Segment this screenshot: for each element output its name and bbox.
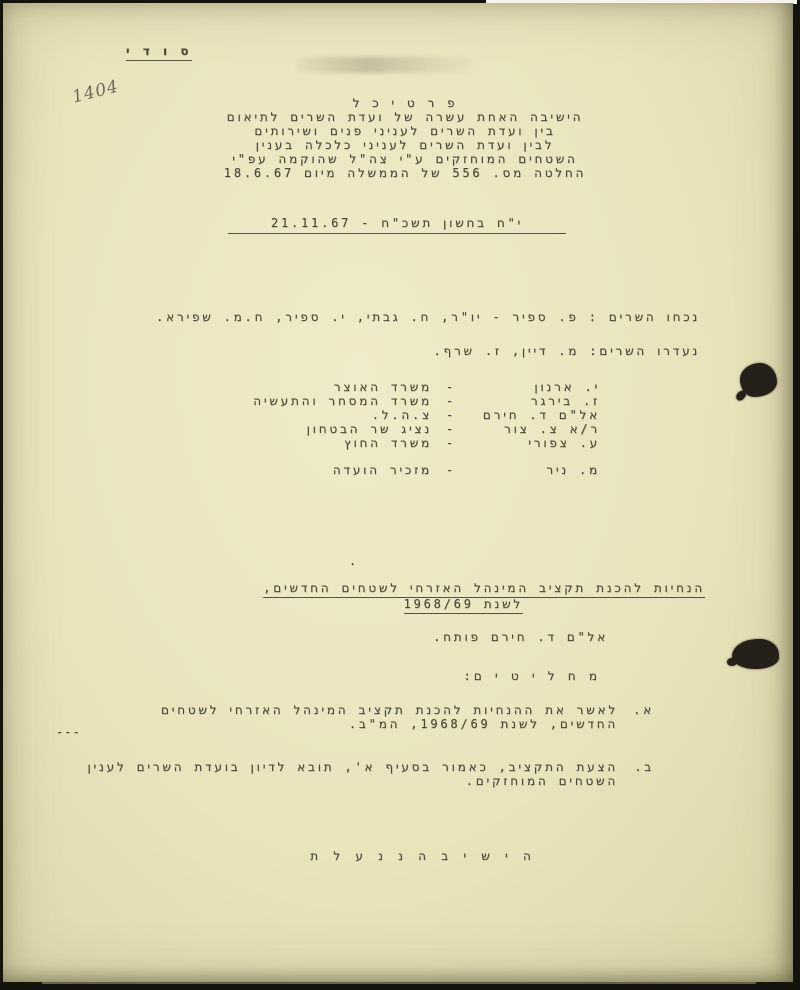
decision-item-b <box>79 760 654 788</box>
ink-smudge <box>296 57 474 73</box>
official-name: ז. בירגר <box>530 394 600 408</box>
official-row <box>185 394 600 408</box>
decisions-heading: מ ח ל י ט י ם: <box>463 669 600 683</box>
official-name: י. ארנון <box>534 380 600 394</box>
secretary-name: מ. ניר <box>546 463 600 477</box>
stray-typed-dot: . <box>349 554 360 568</box>
protocol-subtitle-line: השטחים המוחזקים ע"י צה"ל שהוקמה עפ"י <box>232 152 578 166</box>
closing-statement: ה י ש י ב ה נ נ ע ל ת <box>310 849 535 863</box>
ink-blot <box>732 639 779 669</box>
official-row <box>185 408 600 422</box>
official-name: אל"ם ד. חירם <box>482 408 600 422</box>
protocol-subtitle-line: בין ועדת השרים לעניני פנים ושירותים <box>254 124 556 138</box>
official-affiliation: צ.ה.ל. <box>371 408 432 422</box>
official-affiliation: נציג שר הבטחון <box>306 422 432 436</box>
subject-line-1: הנחיות להכנת תקציב המינהל האזרחי לשטחים החדשים, <box>263 580 705 596</box>
secretary-row <box>185 463 600 477</box>
margin-mark: --- <box>56 725 81 739</box>
subject-heading <box>263 580 705 612</box>
officials-list <box>185 380 600 477</box>
dash-separator: - <box>445 394 457 408</box>
secretary-role: מזכיר הועדה <box>332 463 432 477</box>
dash-separator: - <box>445 380 457 394</box>
official-row <box>185 380 600 394</box>
decision-text: הצעת התקציב, כאמור בסעיף א', תובא לדיון בועדת השרים לענין השטחים המוחזקים. <box>87 760 618 788</box>
official-affiliation: משרד החוץ <box>344 436 432 450</box>
official-row <box>185 436 600 450</box>
scan-edge-bottom <box>42 982 756 984</box>
ministers-absent-line: נעדרו השרים: מ. דיין, ז. שרף. <box>433 344 700 358</box>
dash-separator: - <box>445 463 457 477</box>
ministers-present-line: נכחו השרים : פ. ספיר - יו"ר, ח. גבתי, י. ספיר, ח.מ. שפירא. <box>156 310 700 324</box>
handwritten-note: 1404 <box>70 76 121 108</box>
decision-label: ב. <box>634 760 654 774</box>
official-affiliation: משרד המסחר והתעשיה <box>253 394 432 408</box>
decision-text: לאשר את ההנחיות להכנת תקציב המינהל האזרחי לשטחים החדשים, לשנת 1968/69, המ"ב. <box>160 703 618 731</box>
opening-statement: אל"ם ד. חירם פותח. <box>433 630 608 644</box>
official-name: ר/א צ. צור <box>504 422 600 436</box>
protocol-subtitle-line: החלטה מס. 556 של הממשלה מיום 18.6.67 <box>223 166 587 180</box>
protocol-subtitle-line: לבין ועדת השרים לעניני כלכלה בענין <box>255 138 555 152</box>
official-name: ע. צפורי <box>528 436 600 450</box>
classification-stamp <box>126 44 192 58</box>
dash-separator: - <box>445 422 457 436</box>
dash-separator: - <box>445 436 457 450</box>
subject-line-2: לשנת 1968/69 <box>263 596 705 612</box>
protocol-subtitle-line: הישיבה האחת עשרה של ועדת השרים לתיאום <box>226 110 584 124</box>
classification-label: ס ו ד י <box>126 44 192 61</box>
session-date: י"ח בחשון תשכ"ח - 21.11.67 <box>228 216 566 234</box>
dash-separator: - <box>445 408 457 422</box>
protocol-header <box>165 96 645 180</box>
official-affiliation: משרד האוצר <box>333 380 432 394</box>
ink-blot-tail <box>727 658 737 666</box>
decision-label: א. <box>633 703 654 717</box>
decision-item-a <box>162 703 654 731</box>
official-row <box>185 422 600 436</box>
protocol-title: פ ר ט י כ ל <box>352 96 458 110</box>
